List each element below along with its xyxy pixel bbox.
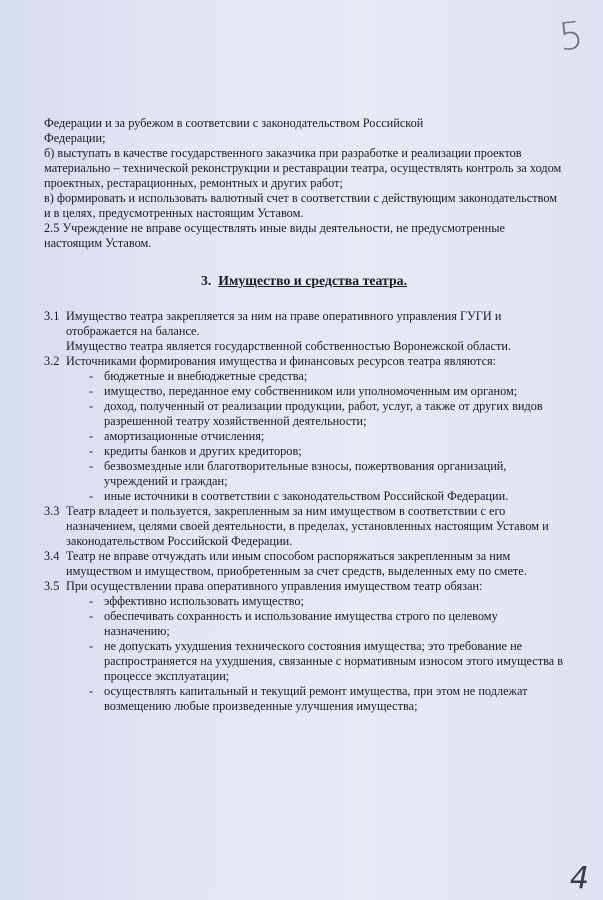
clause-b: б) выступать в качестве государственного заказчика при разработке и реализации проектов материально – технической реконструкции и реставрации театра, осуществлять контроль за ходом проектных, рестарационных, ремонтных и других работ; xyxy=(44,146,562,190)
clause-text: Театр владеет и пользуется, закрепленным за ним имуществом в соответствии с его назначением, целями своей деятельности, в пределах, установленных настоящим Уставом и законодательством Российской Федерации. xyxy=(66,504,549,548)
clause-number: 3.2 xyxy=(44,354,60,368)
section-heading xyxy=(44,273,564,288)
document-body xyxy=(44,116,564,714)
list-item: - осуществлять капитальный и текущий ремонт имущества, при этом не подлежат возмещению любые произведенные улучшения имущества; xyxy=(88,684,528,713)
section-number: 3. xyxy=(200,273,212,288)
clause-number: 3.5 xyxy=(44,579,60,593)
clause-3-1 xyxy=(44,309,564,354)
list-item: - обеспечивать сохранность и использование имущества строго по целевому назначению; xyxy=(88,609,498,638)
clause-3-2 xyxy=(44,354,564,504)
clause-3-3 xyxy=(44,504,564,549)
list-item: - безвозмездные или благотворительные взносы, пожертвования организаций, учреждений и граждан; xyxy=(88,459,507,488)
clause-text: Источниками формирования имущества и финансовых ресурсов театра являются: xyxy=(66,354,497,368)
intro-line: Федерации; xyxy=(44,131,106,145)
clause-text: При осуществлении права оперативного управления имуществом театр обязан: xyxy=(66,579,483,593)
list-item: - имущество, переданное ему собственником или уполномоченным им органом; xyxy=(88,384,518,398)
clause-number: 3.3 xyxy=(44,504,60,518)
list-item: - амортизационные отчисления; xyxy=(88,429,265,443)
list-item: - бюджетные и внебюджетные средства; xyxy=(88,369,308,383)
list-item: - кредиты банков и других кредиторов; xyxy=(88,444,302,458)
clause-number: 3.4 xyxy=(44,549,60,563)
clause-3-4 xyxy=(44,549,564,579)
section-title: Имущество и средства театра. xyxy=(218,273,408,288)
clause-v: в) формировать и использовать валютный счет в соответствии с действующим законодательством и в целях, предусмотренных настоящим Уставом. xyxy=(44,191,558,220)
clause-text: Имущество театра является государственной собственностью Воронежской области. xyxy=(66,339,512,353)
list-item: - эффективно использовать имущество; xyxy=(88,594,304,608)
clause-3-5 xyxy=(44,579,564,714)
intro-line: Федерации и за рубежом в соответсвии с законодательством Российской xyxy=(44,116,424,130)
clause-text: Театр не вправе отчуждать или иным способом распоряжаться закрепленным за ним имуществом и имуществом, приобретенным за счет средств, выделенных ему по смете. xyxy=(66,549,527,578)
list-item: - иные источники в соответствии с законодательством Российской Федерации. xyxy=(88,489,509,503)
handwritten-page-number-bottom: 4 xyxy=(569,861,589,896)
list-item: - не допускать ухудшения технического состояния имущества; это требование не распространяется на ухудшения, связанные с нормативным износом этого имущества в процессе эксплуатации; xyxy=(88,639,564,683)
handwritten-page-number-top: 5 xyxy=(556,12,586,60)
clause-number: 3.1 xyxy=(44,309,60,323)
clause-text: Имущество театра закрепляется за ним на праве оперативного управления ГУГИ и отображается на балансе. xyxy=(66,309,502,338)
clause-2-5: 2.5 Учреждение не вправе осуществлять иные виды деятельности, не предусмотренные настоящим Уставом. xyxy=(44,221,505,250)
list-item: - доход, полученный от реализации продукции, работ, услуг, а также от других видов разрешенной театру хозяйственной деятельности; xyxy=(88,399,543,428)
